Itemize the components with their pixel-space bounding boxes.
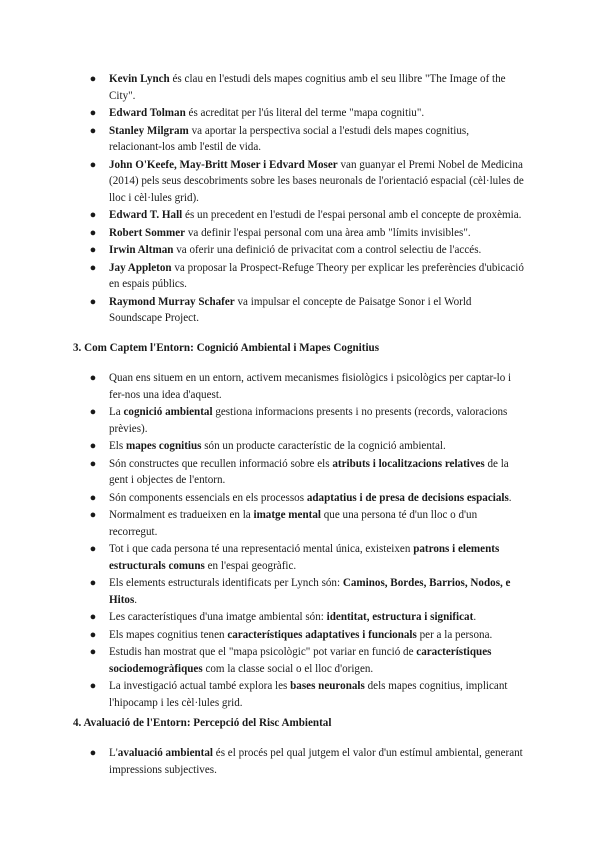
list-item-text: en l'espai geogràfic. [204,559,297,572]
list-item-text: Són components essencials en els processos [109,491,307,504]
list-item-text: La [109,406,124,418]
bullet-icon: ● [89,747,97,759]
list-item-text: dels mapes cognitius, implicant l'hipocamp i les cèl·lules grid. [109,680,508,709]
list-item [0,294,600,327]
list-item-text: Tot i que cada persona té una representació mental única, existeixen [109,543,414,555]
cognition-list [0,370,600,712]
bold-term: cognició ambiental [123,406,213,418]
list-item-text: és acreditat per l'ús literal del terme "mapa cognitiu". [185,107,425,119]
list-item-text: és el procés pel qual jutgem el valor d'un estímul ambiental, generant impressions subjectives. [109,747,523,776]
bullet-icon: ● [89,680,97,692]
person-name: John O'Keefe, May-Britt Moser i Edvard Moser [109,158,338,171]
list-item-text: és un precedent en l'estudi de l'espai personal amb el concepte de proxèmia. [182,209,522,221]
list-item-text: La investigació actual també explora les [109,680,291,692]
bullet-icon: ● [89,372,97,384]
person-name: Edward T. Hall [109,209,183,221]
list-item [0,260,600,293]
bold-term: adaptatius i de presa de decisions espacials [306,491,509,504]
bullet-icon: ● [89,543,97,555]
person-name: Robert Sommer [109,226,186,239]
list-item-text: per a la persona. [416,628,493,641]
list-item [0,370,600,403]
list-item [0,123,600,156]
list-item-text: L' [109,747,118,759]
bullet-icon: ● [89,107,97,119]
list-item [0,490,600,507]
list-item-text: Estudis han mostrat que el "mapa psicològic" pot variar en funció de [109,646,417,658]
person-name: Irwin Altman [109,244,174,256]
list-item [0,678,600,711]
list-item [0,575,600,608]
bold-term: atributs i localitzacions relatives [332,457,485,470]
list-item-text: va proposar la Prospect-Refuge Theory per explicar les preferències d'ubicació en espais públics. [109,261,524,290]
bold-term: identitat, estructura i significat [326,611,474,623]
list-item [0,456,600,489]
list-item [0,105,600,122]
list-item [0,225,600,242]
bullet-icon: ● [89,509,97,521]
list-item-text: Són constructes que recullen informació sobre els [109,457,333,470]
person-name: Stanley Milgram [109,124,189,137]
list-item [0,207,600,224]
person-name: Kevin Lynch [109,73,170,85]
list-item [0,609,600,626]
list-item-text: va oferir una definició de privacitat com a control selectiu de l'accés. [173,244,482,256]
list-item-text: . [508,491,512,504]
list-item-text: . [134,593,138,606]
list-item-text: és clau en l'estudi dels mapes cognitius amb el seu llibre "The Image of the City". [109,73,506,102]
bullet-icon: ● [89,73,97,85]
bullet-icon: ● [89,577,97,589]
list-item [0,71,600,104]
bullet-icon: ● [89,158,97,171]
bullet-icon: ● [89,628,97,641]
bullet-icon: ● [89,261,97,274]
list-item-text: que una persona té d'un lloc o d'un recorregut. [109,509,478,538]
section-4-heading: 4. Avaluació de l'Entorn: Percepció del Risc Ambiental [73,717,332,729]
bold-term: bases neuronals [290,680,365,692]
bullet-icon: ● [89,209,97,221]
bold-term: característiques sociodemogràfiques [109,646,492,675]
list-item [0,627,600,644]
list-item [0,507,600,540]
list-item-text: Normalment es tradueixen en la [109,509,254,521]
list-item [0,242,600,259]
list-item [0,541,600,574]
bullet-icon: ● [89,406,97,418]
bullet-icon: ● [89,646,97,658]
section-3-heading: 3. Com Captem l'Entorn: Cognició Ambiental i Mapes Cognitius [73,342,380,354]
list-item-text: com la classe social o el lloc d'origen. [202,662,374,675]
bullet-icon: ● [89,440,97,452]
list-item [0,745,600,778]
bold-term: imatge mental [253,509,321,521]
bold-term: mapes cognitius [125,440,202,452]
bullet-icon: ● [89,124,97,137]
list-item-text: va aportar la perspectiva social a l'estudi dels mapes cognitius, relacionant-los amb l'estil de vida. [109,124,469,153]
list-item-text: Els elements estructurals identificats per Lynch són: [109,577,343,589]
list-item-text: gestiona informacions presents i no presents (records, valoracions prèvies). [109,406,508,435]
bold-term: característiques adaptatives i funcionals [227,628,417,641]
bullet-icon: ● [89,611,97,623]
list-item-text: va impulsar el concepte de Paisatge Sonor i el World Soundscape Project. [109,295,472,324]
list-item-text: Els mapes cognitius tenen [109,628,228,641]
people-list [0,71,600,328]
list-item-text: van guanyar el Premi Nobel de Medicina (2014) pels seus descobriments sobre les bases neuronals de l'orientació espacial (cèl·lules de lloc i cèl·lules grid). [109,158,524,204]
list-item [0,644,600,677]
list-item-text: són un producte característic de la cognició ambiental. [201,440,446,452]
list-item-text: va definir l'espai personal com una àrea amb "límits invisibles". [185,226,471,239]
list-item-text: de la gent i objectes de l'entorn. [109,457,509,486]
list-item [0,157,600,207]
list-item-text: Quan ens situem en un entorn, activem mecanismes fisiològics i psicològics per captar-lo i fer-nos una idea d'aquest. [109,372,512,401]
person-name: Edward Tolman [109,107,186,119]
list-item-text: . [473,611,477,623]
risk-list [0,745,600,779]
list-item-text: Les característiques d'una imatge ambiental són: [109,611,327,623]
bold-term: avaluació ambiental [117,747,214,759]
bullet-icon: ● [89,491,97,504]
bold-term: Caminos, Bordes, Barrios, Nodos, e Hitos [109,577,511,606]
bullet-icon: ● [89,295,97,308]
bullet-icon: ● [89,244,97,256]
bullet-icon: ● [89,457,97,470]
list-item-text: Els [109,440,126,452]
person-name: Raymond Murray Schafer [109,295,235,308]
bullet-icon: ● [89,226,97,239]
bold-term: patrons i elements estructurals comuns [109,543,500,572]
list-item [0,438,600,455]
person-name: Jay Appleton [109,261,172,274]
list-item [0,404,600,437]
